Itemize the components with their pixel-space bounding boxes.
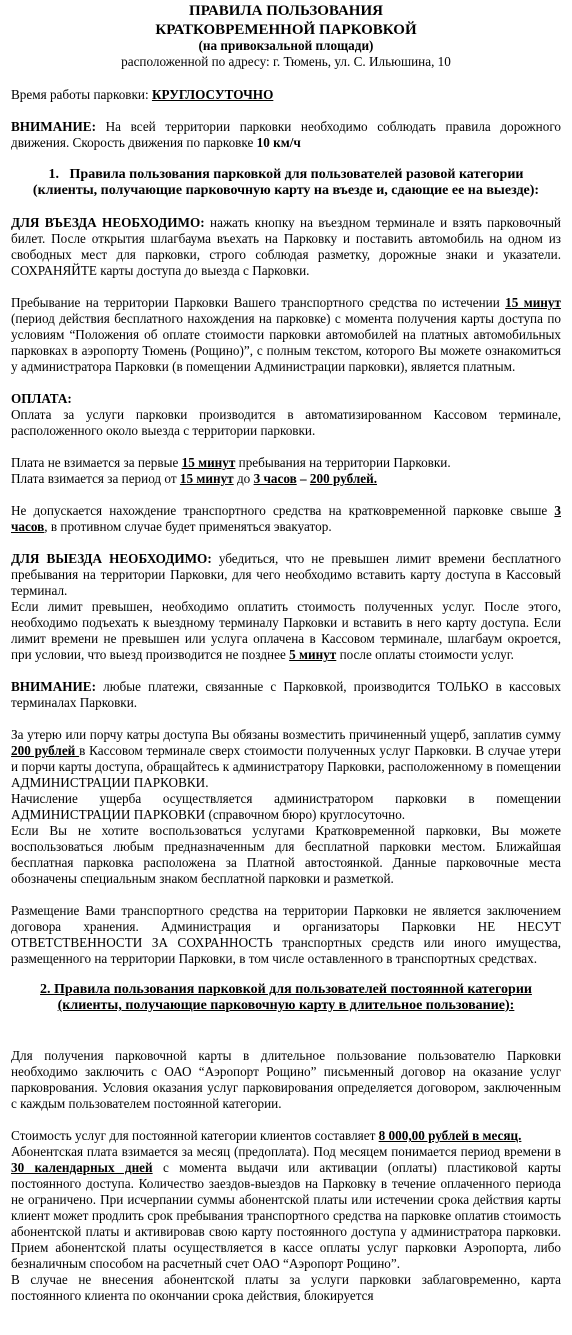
fee-paid-b: 15 минут bbox=[179, 471, 234, 486]
fee-paid-f: 200 рублей. bbox=[309, 471, 377, 486]
speed-limit: 10 км/ч bbox=[256, 135, 301, 150]
section-2-title-text: 2. Правила пользования парковкой для пользователей постоянной категории bbox=[40, 982, 532, 997]
title-line-1: ПРАВИЛА ПОЛЬЗОВАНИЯ bbox=[189, 3, 383, 19]
monthly-cost bbox=[11, 1128, 561, 1144]
cost-e: с момента выдачи или активации (оплаты) пластиковой карты постоянного доступа. Количество заездов-выездов на Парковку в течение оплаченного периода не ограничено. При исчерпании суммы абонентской платы или истечении срока действия карты клиент может продлить срок пребывания транспортного средства на парковке оплатив стоимость абонентской платы и активировав свою карту постоянного доступа у администратора парковки. Прием абонентской платы осуществляется в кассе оплаты услуг парковки Аэропорта, либо безналичным способом на расчетный счет ОАО “Аэропорт Рощино”. bbox=[11, 1160, 561, 1271]
attention-speed bbox=[11, 119, 561, 151]
cost-d: 30 календарных дней bbox=[11, 1160, 153, 1175]
fee-free bbox=[11, 455, 561, 471]
section-1-subtitle: (клиенты, получающие парковочную карту на въезде и, сдающие ее на выезде): bbox=[32, 183, 540, 198]
attention-payments-label: ВНИМАНИЕ: bbox=[11, 679, 96, 694]
section-1-title-text: Правила пользования парковкой для пользователей разовой категории bbox=[69, 167, 524, 182]
exit-text-3: после оплаты стоимости услуг. bbox=[336, 647, 514, 662]
cost-c: Абонентская плата взимается за месяц (предоплата). Под месяцем понимается период времени в bbox=[11, 1144, 561, 1159]
address: расположенной по адресу: г. Тюмень, ул. С. Ильюшина, 10 bbox=[121, 54, 451, 69]
attention-text: На всей территории парковки необходимо соблюдать правила дорожного движения. Скорость движения по парковке bbox=[11, 119, 561, 150]
stay-text-1: Пребывание на территории Парковки Вашего транспортного средства по истечении bbox=[11, 295, 506, 310]
section-2-subtitle bbox=[11, 998, 561, 1014]
time-limit-c: , в противном случае будет применяться эвакуатор. bbox=[44, 519, 332, 534]
free-parking-info: Если Вы не хотите воспользоваться услугами Кратковременной парковки, Вы можете воспользоваться любым предназначенным для бесплатной парковки местом. Ближайшая бесплатная парковка расположена за Платной автостоянкой. Данные парковочные места обозначены специальным знаком бесплатной парковки и разметкой. bbox=[11, 823, 561, 886]
stay-rules bbox=[11, 295, 561, 375]
time-limit-b: 3 часов bbox=[11, 503, 561, 534]
stay-text-2: (период действия бесплатного нахождения на парковке) с момента получения карты доступа по условиям “Положения об оплате стоимости парковки автомобилей на платных автомобильных парковках в аэропорту Тюмень (Рощино)”, с полным текстом, которого Вы можете ознакомиться у администратора Парковки (в помещении Администрации парковки), является платным. bbox=[11, 311, 561, 374]
fee-free-c: пребывания на территории Парковки. bbox=[235, 455, 451, 470]
loss-c: в Кассовом терминале сверх стоимости полученных услуг Парковки. В случае утери и порчи карты доступа, обращайтесь к администратору Парковки, расположенному в помещении АДМИНИСТРАЦИИ ПАРКОВКИ. bbox=[11, 743, 561, 790]
attention-label: ВНИМАНИЕ: bbox=[11, 119, 96, 134]
fee-paid-a: Плата взимается за период от bbox=[11, 471, 180, 486]
card-blocking: В случае не внесения абонентской платы за услуги парковки заблаговременно, карта постоянного клиента по окончании срока действия, блокируется bbox=[11, 1272, 561, 1303]
fee-free-a: Плата не взимается за первые bbox=[11, 455, 182, 470]
loss-b: 200 рублей bbox=[11, 743, 80, 758]
payment-text: Оплата за услуги парковки производится в автоматизированном Кассовом терминале, расположенного около выезда с территории парковки. bbox=[11, 407, 561, 438]
fee-paid bbox=[11, 471, 561, 487]
exit-rules-2 bbox=[11, 599, 561, 663]
fee-paid-d: 3 часов bbox=[253, 471, 297, 486]
exit-text: убедиться, что не превышен лимит времени бесплатного пребывания на территории Парковки, для чего необходимо вставить карту доступа в Кассовый терминал. bbox=[11, 551, 561, 598]
payment-label: ОПЛАТА: bbox=[11, 391, 72, 406]
stay-limit: 15 минут bbox=[505, 295, 561, 310]
fee-free-b: 15 минут bbox=[181, 455, 236, 470]
loss-charge: Начисление ущерба осуществляется администратором парковки в помещении АДМИНИСТРАЦИИ ПАРКОВКИ (справочном бюро) круглосуточно. bbox=[11, 791, 561, 822]
section-1-number: 1. bbox=[48, 167, 60, 182]
title-line-2: КРАТКОВРЕМЕННОЙ ПАРКОВКОЙ bbox=[155, 22, 417, 38]
working-hours-value: КРУГЛОСУТОЧНО bbox=[151, 87, 274, 102]
time-limit-a: Не допускается нахождение транспортного средства на кратковременной парковке свыше bbox=[11, 503, 555, 518]
liability: Размещение Вами транспортного средства на территории Парковки не является заключением договора хранения. Администрация и организаторы Парковки НЕ НЕСУТ ОТВЕТСТВЕННОСТИ ЗА СОХРАННОСТЬ транспортных средств или иного имущества, размещенного на территории Парковки, в том числе оставленного в транспортных средствах. bbox=[11, 903, 561, 966]
subscription-info bbox=[11, 1144, 561, 1272]
exit-label: ДЛЯ ВЫЕЗДА НЕОБХОДИМО: bbox=[11, 551, 212, 566]
section-2-title bbox=[11, 982, 561, 998]
fee-paid-c: до bbox=[233, 471, 254, 486]
entry-label: ДЛЯ ВЪЕЗДА НЕОБХОДИМО: bbox=[11, 215, 205, 230]
cost-a: Стоимость услуг для постоянной категории клиентов составляет bbox=[11, 1128, 379, 1143]
loss-rules bbox=[11, 727, 561, 791]
entry-rules bbox=[11, 215, 561, 279]
exit-text-2: Если лимит превышен, необходимо оплатить стоимость полученных услуг. После этого, необходимо подъехать к выездному терминалу Парковки и вставить в него карту доступа. Если лимит времени не превышен или услуга оплачена в Кассовом терминале, шлагбаум окроется, при условии, что выезд производится не позднее bbox=[11, 599, 561, 662]
attention-payments bbox=[11, 679, 561, 711]
exit-rules bbox=[11, 551, 561, 599]
section-1-title bbox=[11, 167, 561, 183]
cost-b: 8 000,00 рублей в месяц. bbox=[378, 1128, 522, 1143]
working-hours-label: Время работы парковки: bbox=[11, 87, 152, 102]
loss-a: За утерю или порчу катры доступа Вы обязаны возместить причиненный ущерб, заплатив сумму bbox=[11, 727, 561, 742]
attention-payments-text: любые платежи, связанные с Парковкой, производится ТОЛЬКО в кассовых терминалах Парковки. bbox=[11, 679, 561, 710]
section-2-subtitle-text: (клиенты, получающие парковочную карту в длительное пользование): bbox=[57, 998, 515, 1013]
exit-time: 5 минут bbox=[289, 647, 337, 662]
fee-paid-e: – bbox=[296, 471, 310, 486]
time-limit-rule bbox=[11, 503, 561, 535]
entry-text: нажать кнопку на въездном терминале и взять парковочный билет. После открытия шлагбаума въехать на Парковку и поставить автомобиль на одном из свободных мест для парковки, строго соблюдая разметку, дорожные знаки и указатели. СОХРАНЯЙТЕ карты доступа до выезда с Парковки. bbox=[11, 215, 561, 278]
working-hours bbox=[11, 87, 561, 103]
title-line-3: (на привокзальной площади) bbox=[198, 38, 374, 53]
document bbox=[11, 0, 561, 1304]
contract-info: Для получения парковочной карты в длительное пользование пользователю Парковки необходимо заключить с ОАО “Аэропорт Рощино” письменный договор на оказание услуг парковрования. Условия оказания услуг парковирования определяется договором, заключенным с каждым пользователем постоянной категории. bbox=[11, 1048, 561, 1111]
